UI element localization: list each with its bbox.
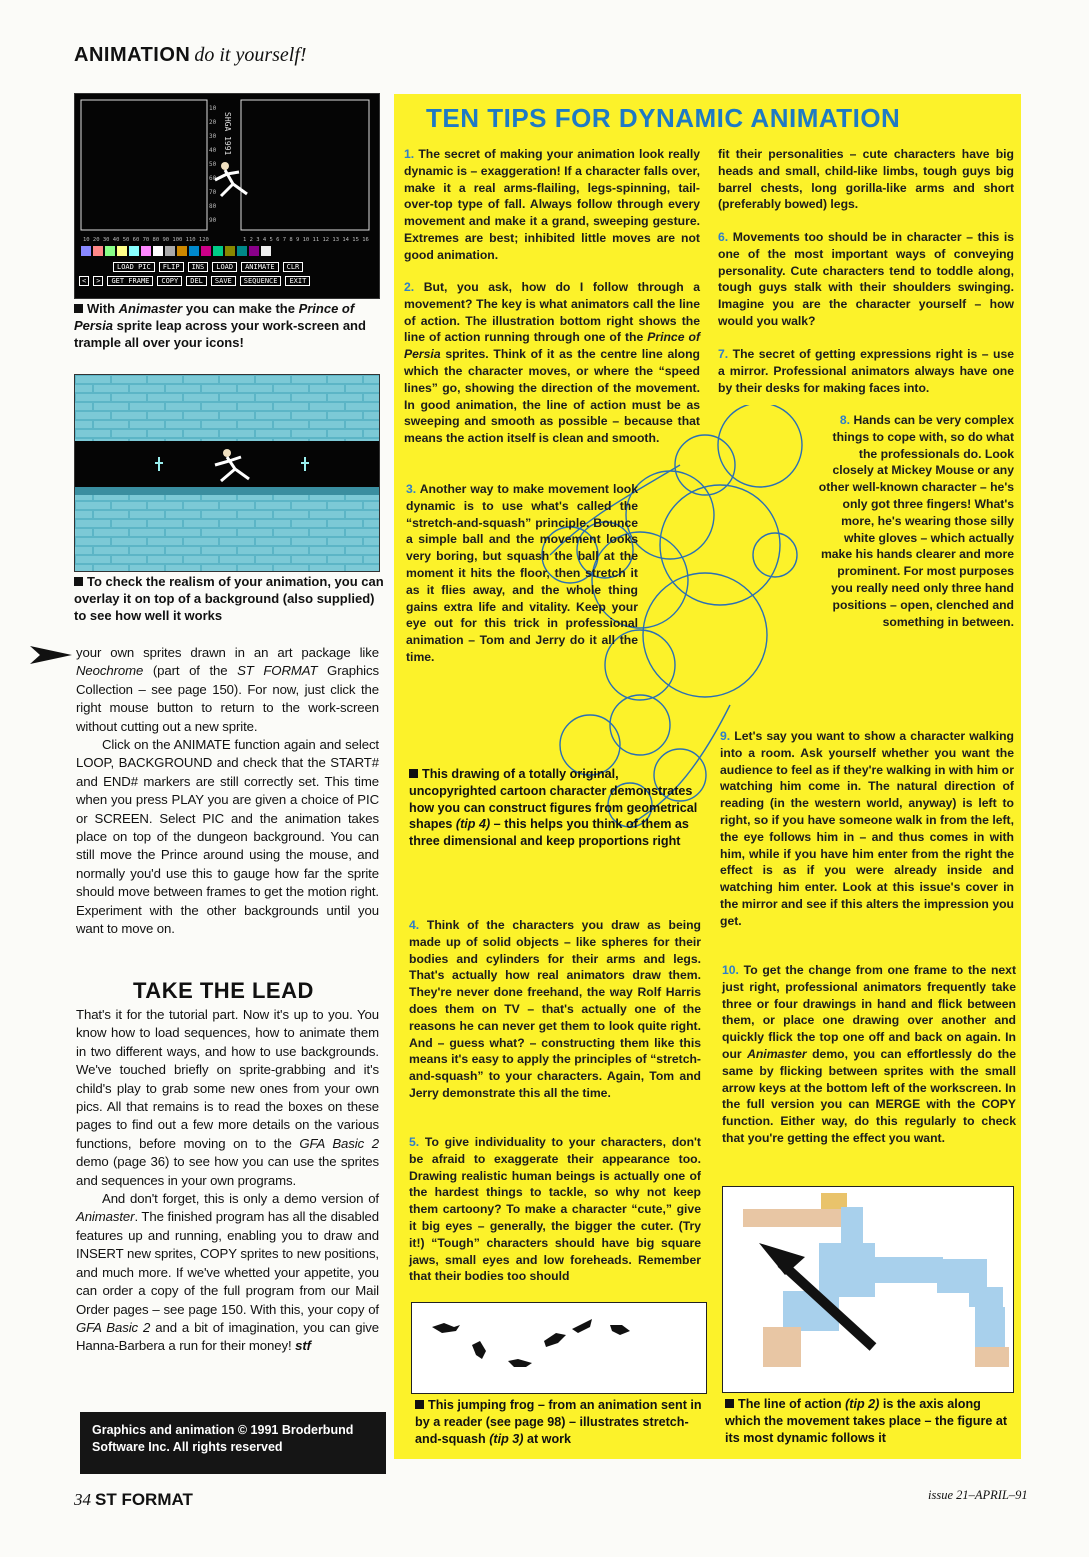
tip-5-continued: fit their personalities – cute characters have big heads and small, child-like limbs, tough guys big barrel chests, long gorilla-like arms and short (preferably bowed) legs. bbox=[718, 147, 1014, 212]
svg-text:50: 50 bbox=[209, 161, 217, 168]
copy-button[interactable]: COPY bbox=[157, 276, 182, 286]
section-header bbox=[74, 44, 307, 67]
copyright-credit: Graphics and animation © 1991 Broderbund Software Inc. All rights reserved bbox=[80, 1412, 386, 1474]
svg-text:80: 80 bbox=[209, 203, 217, 210]
tip-5: 5. To give individuality to your characters, don't be afraid to exaggerate their appearance too. Drawing realistic human beings is actually one of the hardest things to tackle, so why not keep them cartoony? To make a character “cute,” give it big eyes – generally, the bigger the cuter. (Try it!) “Tough” characters should have big square jaws, small eyes and low foreheads. Remember that their bodies too should bbox=[409, 1135, 701, 1284]
tip-2: 2. But, you ask, how do I follow through a movement? The key is what animators call the line of action. The illustration bottom right shows the line of action running through one of the Prince of Persia sprites. Think of it as the centre line along which the character moves, or where the “speed lines” go, showing the direction of the movement. In good animation, the line of action must be as sweeping and smooth as possible – because that means the action itself is clean and smooth. bbox=[404, 280, 700, 446]
dungeon-screenshot bbox=[74, 374, 380, 572]
tips-box-title: TEN TIPS FOR DYNAMIC ANIMATION bbox=[426, 103, 901, 133]
svg-text:1 2 3 4 5 6 7 8 9 10 11 12 13: 1 2 3 4 5 6 7 8 9 10 11 12 13 14 15 16 bbox=[243, 237, 369, 243]
svg-text:70: 70 bbox=[209, 189, 217, 196]
tip-10: 10. To get the change from one frame to the next just right, professional animators frequently take three or four drawings in hand and flick between them, or place one drawing over another and quickly flick the top one off and back on again. In our Animaster demo, you can effortlessly do the same by flicking between sprites with the small arrow keys at the bottom left of the workscreen. In the full version you can MERGE with the COPY function. Either way, do this regularly to check that you're getting the effect you want. bbox=[722, 963, 1017, 1145]
tip-8: 8. Hands can be very complex things to cope with, so do what the professionals do. Look closely at Mickey Mouse or any other well-known character – he's only got three fingers! What's more, he's wearing those silly white gloves – which actually make his hands clearer and more prominent. For most purposes you really need only three hand positions – open, clenched and something in between. bbox=[818, 413, 1014, 629]
issue-label: issue 21–APRIL–91 bbox=[928, 1488, 1028, 1502]
body-text-part1: your own sprites drawn in an art package like Neochrome (part of the ST FORMAT Graphics Collection – see page 150). For now, just click the right mouse button to return to the work-screen without cutting out a new sprite. Click on the ANIMATE function again and select LOOP, BACKGROUND and check that the START# and END# markers are still correctly set. This time when you press PLAY you are given a choice of PIC or SCREEN. Select PIC and the animation takes place on top of the dungeon background. You can still move the Prince around using the mouse, and normally you'd use this to gauge how far the sprite should move between frames to get the motion right. Experiment with the other backgrounds until you want to move on. bbox=[76, 645, 379, 937]
section-title: ANIMATION bbox=[74, 44, 191, 66]
tip-1: 1. The secret of making your animation look really dynamic is – exaggeration! If a character falls over, make it a real arms-flailing, legs-spinning, tail-over-top type of fall. Always follow through every movement and make it a grand, sweeping gesture. Extremes are best; inhibited little moves are not good animation. bbox=[404, 147, 700, 262]
clr-button[interactable]: CLR bbox=[283, 262, 304, 272]
flip-button[interactable]: FLIP bbox=[159, 262, 184, 272]
tip-6: 6. Movements too should be in character – this is one of the most important ways of conveying personality. Cute characters tend to toddle along, tough guys stalk with their shoulders swinging. Imagine you are the character yourself – how would you walk? bbox=[718, 230, 1014, 328]
body-text-part2: That's it for the tutorial part. Now it's up to you. You know how to load sequences, how to animate them in two different ways, and how to use backgrounds. We've touched briefly on sprite-grabbing and it's child's play to grab some new ones from your own pics. All that remains is to read the boxes on these pages to find out a few more details on the various functions, before moving on to the GFA Basic 2 demo (page 36) to see how you can use the sprites and sequences in your own programs. And don't forget, this is only a demo version of Animaster. The finished program has all the disabled features up and running, enabling you to draw and INSERT new sprites, COPY sprites to new positions, and much more. If we've whetted your appetite, you can order a copy of the full program from our Mail Order pages – see page 150. With this, your copy of GFA Basic 2 and a bit of imagination, you can give Hanna-Barbera a run for their money! stf bbox=[76, 1007, 380, 1354]
screenshot-caption-2: To check the realism of your animation, you can overlay it on top of a background (also supplied) to see how well it works bbox=[74, 574, 384, 623]
frog-caption: This jumping frog – from an animation sent in by a reader (see page 98) – illustrates stretch-and-squash (tip 3) at work bbox=[415, 1398, 702, 1446]
line-of-action-illustration bbox=[722, 1186, 1014, 1393]
svg-text:30: 30 bbox=[209, 133, 217, 140]
del-button[interactable]: DEL bbox=[186, 276, 207, 286]
page-number: 34 bbox=[74, 1490, 91, 1509]
tip-4: 4. Think of the characters you draw as being made up of solid objects – like spheres for their bodies and cylinders for their arms and legs. That's actually how real animators draw them. They're never done freehand, the way Rolf Harris does them on TV – that's actually one of the reasons he can never get them to look quite right. And – guess what? – constructing them like this means it's easy to apply the principles of “stretch-and-squash” to your characters. Again, Tom and Jerry demonstrate this all the time. bbox=[409, 918, 701, 1100]
tip-3: 3. Another way to make movement look dynamic is to use what's called the “stretch-and-squash” principle. Bounce a simple ball and the movement looks very boring, but squash the ball at the moment it hits the floor, then stretch it as it flies away, and the whole thing gains extra life and vitality. Keep your eye out for this trick in professional animation – Tom and Jerry do it all the time. bbox=[406, 482, 638, 664]
svg-text:90: 90 bbox=[209, 217, 217, 224]
svg-text:10: 10 bbox=[209, 105, 217, 112]
line-of-action-caption: The line of action (tip 2) is the axis along which the movement takes place – the figure at its most dynamic follows it bbox=[725, 1397, 1008, 1445]
save-button[interactable]: SAVE bbox=[211, 276, 236, 286]
svg-text:20: 20 bbox=[209, 119, 217, 126]
magazine-name: ST FORMAT bbox=[95, 1490, 193, 1509]
tip-9: 9. Let's say you want to show a character walking into a room. Ask yourself whether you want the audience to feel as if they're walking in with him or watching him come in. The natural direction of reading (in the western world, anyway) is left to right, so if you have someone walk in from the left, the eye follows him in – and thus comes in with him, while if you have him enter from the right the effect is as if you were already inside and watching him enter. Look at this issue's cover in the mirror and see if this alters the impression you get. bbox=[720, 729, 1014, 928]
svg-text:40: 40 bbox=[209, 147, 217, 154]
prev-arrow-button[interactable]: < bbox=[79, 276, 89, 286]
jumping-frog-illustration bbox=[411, 1302, 707, 1394]
get-frame-button[interactable]: GET FRAME bbox=[107, 276, 153, 286]
prince-figure bbox=[743, 1193, 1009, 1367]
figure-caption: This drawing of a totally original, uncopyrighted cartoon character demonstrates how you can construct figures from geometrical shapes (tip 4) – this helps you think of them as three dimensional and keep proportions right bbox=[409, 767, 698, 849]
next-arrow-button[interactable]: > bbox=[93, 276, 103, 286]
sequence-button[interactable]: SEQUENCE bbox=[240, 276, 282, 286]
load-button[interactable]: LOAD bbox=[212, 262, 237, 272]
page-footer bbox=[74, 1490, 193, 1510]
animaster-screenshot bbox=[74, 93, 380, 299]
tip-7: 7. The secret of getting expressions right is – use a mirror. Professional animators always have one by their desks for making faces into. bbox=[718, 347, 1014, 395]
svg-text:10 20 30 40 50 60 70 80 90 100: 10 20 30 40 50 60 70 80 90 100 110 120 bbox=[83, 237, 209, 243]
svg-text:60: 60 bbox=[209, 175, 217, 182]
take-the-lead-heading: TAKE THE LEAD bbox=[133, 978, 314, 1003]
section-subtitle: do it yourself! bbox=[194, 44, 307, 66]
animate-button[interactable]: ANIMATE bbox=[241, 262, 279, 272]
screenshot-caption-1: With Animaster you can make the Prince of Persia sprite leap across your work-screen and trample all over your icons! bbox=[74, 301, 366, 350]
continuation-arrow-icon bbox=[30, 644, 72, 666]
ins-button[interactable]: INS bbox=[188, 262, 209, 272]
shga-label: SHGA 1991 bbox=[223, 112, 232, 156]
load-pic-button[interactable]: LOAD PIC bbox=[113, 262, 155, 272]
exit-button[interactable]: EXIT bbox=[285, 276, 310, 286]
